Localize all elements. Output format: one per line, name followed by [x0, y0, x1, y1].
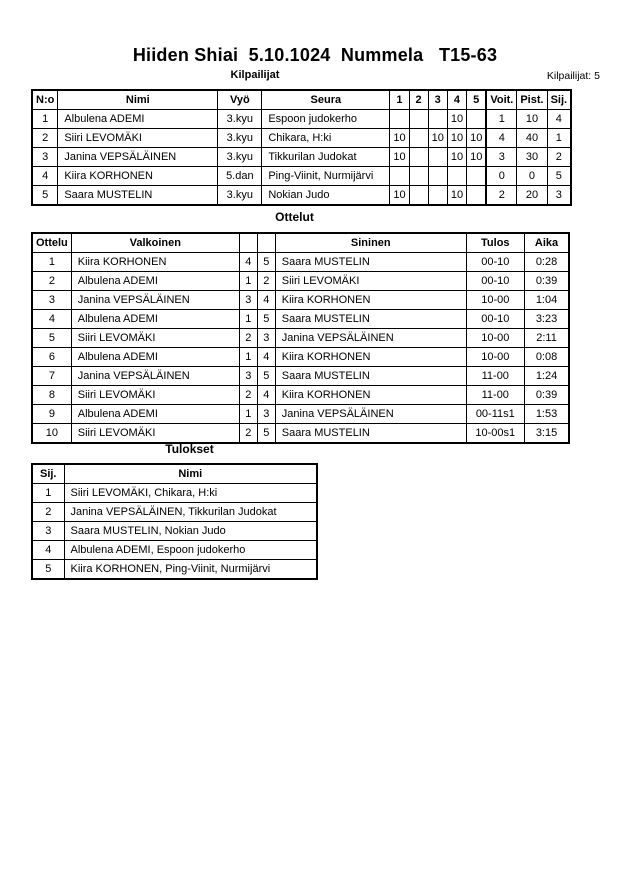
competitor-no: 2 — [32, 129, 58, 148]
match-no: 1 — [32, 253, 71, 272]
blue-name: Siiri LEVOMÄKI — [275, 272, 466, 291]
table-row — [32, 253, 569, 272]
table-row — [32, 272, 569, 291]
result-vs-1: 10 — [390, 129, 409, 148]
result-place: 2 — [32, 503, 64, 522]
white-number: 4 — [239, 253, 257, 272]
competitor-name: Kiira KORHONEN — [58, 167, 218, 186]
white-name: Albulena ADEMI — [71, 310, 239, 329]
blue-name: Kiira KORHONEN — [275, 348, 466, 367]
col-header-r1: 1 — [390, 90, 409, 110]
competitor-club: Chikara, H:ki — [262, 129, 390, 148]
col-header-r2: 2 — [409, 90, 428, 110]
col-header-r3: 3 — [428, 90, 447, 110]
blue-number: 4 — [257, 386, 275, 405]
competitor-wins: 4 — [486, 129, 517, 148]
match-no: 7 — [32, 367, 71, 386]
table-row — [32, 484, 317, 503]
matches-table — [31, 232, 570, 444]
table-row — [32, 522, 317, 541]
competitor-belt: 3.kyu — [218, 110, 262, 129]
result-vs-4: 10 — [447, 110, 466, 129]
result-vs-4: 10 — [447, 148, 466, 167]
competitors-count: Kilpailijat: 5 — [546, 70, 600, 82]
result-name: Albulena ADEMI, Espoon judokerho — [64, 541, 317, 560]
match-no: 4 — [32, 310, 71, 329]
result-vs-1: 10 — [390, 186, 409, 206]
result-vs-2 — [409, 167, 428, 186]
blue-number: 4 — [257, 291, 275, 310]
match-result: 00-10 — [466, 310, 524, 329]
result-name: Kiira KORHONEN, Ping-Viinit, Nurmijärvi — [64, 560, 317, 580]
result-vs-1 — [390, 167, 409, 186]
white-number: 2 — [239, 386, 257, 405]
col-header-white-no — [239, 233, 257, 253]
table-row — [32, 367, 569, 386]
white-name: Siiri LEVOMÄKI — [71, 329, 239, 348]
competitor-name: Janina VEPSÄLÄINEN — [58, 148, 218, 167]
result-vs-3 — [428, 186, 447, 206]
result-vs-5 — [467, 110, 487, 129]
col-header-place: Sij. — [547, 90, 571, 110]
competitor-belt: 3.kyu — [218, 148, 262, 167]
match-no: 2 — [32, 272, 71, 291]
match-no: 9 — [32, 405, 71, 424]
white-name: Albulena ADEMI — [71, 405, 239, 424]
result-vs-1 — [390, 110, 409, 129]
col-header-belt: Vyö — [218, 90, 262, 110]
match-time: 1:04 — [524, 291, 569, 310]
match-no: 5 — [32, 329, 71, 348]
table-row — [32, 148, 571, 167]
competitor-name: Siiri LEVOMÄKI — [58, 129, 218, 148]
match-result: 00-10 — [466, 272, 524, 291]
match-result: 11-00 — [466, 367, 524, 386]
result-name: Siiri LEVOMÄKI, Chikara, H:ki — [64, 484, 317, 503]
blue-number: 5 — [257, 424, 275, 444]
match-time: 1:53 — [524, 405, 569, 424]
table-row — [32, 129, 571, 148]
white-number: 1 — [239, 272, 257, 291]
match-time: 0:08 — [524, 348, 569, 367]
result-vs-3 — [428, 110, 447, 129]
competitor-no: 4 — [32, 167, 58, 186]
white-number: 2 — [239, 424, 257, 444]
blue-number: 4 — [257, 348, 275, 367]
competitor-place: 5 — [547, 167, 571, 186]
blue-number: 5 — [257, 367, 275, 386]
col-header-name: Nimi — [58, 90, 218, 110]
blue-name: Saara MUSTELIN — [275, 310, 466, 329]
results-table — [31, 463, 318, 580]
result-place: 4 — [32, 541, 64, 560]
match-time: 3:15 — [524, 424, 569, 444]
result-vs-3: 10 — [428, 129, 447, 148]
match-no: 10 — [32, 424, 71, 444]
white-number: 3 — [239, 367, 257, 386]
competitors-section-label: Kilpailijat — [230, 69, 280, 81]
col-header-no: N:o — [32, 90, 58, 110]
match-no: 3 — [32, 291, 71, 310]
match-time: 0:39 — [524, 386, 569, 405]
match-result: 10-00 — [466, 348, 524, 367]
competitor-no: 5 — [32, 186, 58, 206]
blue-name: Kiira KORHONEN — [275, 291, 466, 310]
white-name: Albulena ADEMI — [71, 348, 239, 367]
competitor-place: 3 — [547, 186, 571, 206]
match-result: 10-00 — [466, 291, 524, 310]
white-number: 1 — [239, 310, 257, 329]
table-row — [32, 167, 571, 186]
col-header-r5: 5 — [467, 90, 487, 110]
blue-number: 3 — [257, 329, 275, 348]
col-header-r4: 4 — [447, 90, 466, 110]
competitor-name: Albulena ADEMI — [58, 110, 218, 129]
white-number: 1 — [239, 405, 257, 424]
blue-name: Saara MUSTELIN — [275, 367, 466, 386]
competitor-club: Ping-Viinit, Nurmijärvi — [262, 167, 390, 186]
col-header-wins: Voit. — [486, 90, 517, 110]
match-no: 8 — [32, 386, 71, 405]
result-vs-3 — [428, 148, 447, 167]
competitor-place: 4 — [547, 110, 571, 129]
table-row — [32, 386, 569, 405]
blue-number: 2 — [257, 272, 275, 291]
table-row — [32, 503, 317, 522]
col-header-match-no: Ottelu — [32, 233, 71, 253]
col-header-points: Pist. — [517, 90, 547, 110]
white-name: Siiri LEVOMÄKI — [71, 424, 239, 444]
competitor-wins: 0 — [486, 167, 517, 186]
result-vs-2 — [409, 110, 428, 129]
white-name: Siiri LEVOMÄKI — [71, 386, 239, 405]
white-name: Janina VEPSÄLÄINEN — [71, 291, 239, 310]
table-row — [32, 110, 571, 129]
competitor-points: 0 — [517, 167, 547, 186]
blue-number: 3 — [257, 405, 275, 424]
competitor-belt: 5.dan — [218, 167, 262, 186]
page-title: Hiiden Shiai 5.10.1024 Nummela T15-63 — [132, 45, 498, 65]
result-vs-5 — [467, 167, 487, 186]
competitor-wins: 2 — [486, 186, 517, 206]
table-row — [32, 541, 317, 560]
competitor-place: 1 — [547, 129, 571, 148]
table-row — [32, 348, 569, 367]
competitor-points: 20 — [517, 186, 547, 206]
white-name: Albulena ADEMI — [71, 272, 239, 291]
result-vs-2 — [409, 148, 428, 167]
match-result: 00-10 — [466, 253, 524, 272]
competitor-club: Nokian Judo — [262, 186, 390, 206]
result-vs-4: 10 — [447, 186, 466, 206]
table-row — [32, 291, 569, 310]
competitor-belt: 3.kyu — [218, 186, 262, 206]
competitor-points: 30 — [517, 148, 547, 167]
competitor-club: Espoon judokerho — [262, 110, 390, 129]
result-vs-4: 10 — [447, 129, 466, 148]
table-row — [32, 405, 569, 424]
table-header-row — [32, 90, 571, 110]
blue-number: 5 — [257, 310, 275, 329]
competitor-points: 10 — [517, 110, 547, 129]
table-row — [32, 560, 317, 580]
competitor-club: Tikkurilan Judokat — [262, 148, 390, 167]
competitor-no: 1 — [32, 110, 58, 129]
blue-name: Saara MUSTELIN — [275, 253, 466, 272]
result-name: Janina VEPSÄLÄINEN, Tikkurilan Judokat — [64, 503, 317, 522]
matches-section-title: Ottelut — [275, 210, 314, 224]
result-vs-3 — [428, 167, 447, 186]
competitor-wins: 1 — [486, 110, 517, 129]
col-header-time: Aika — [524, 233, 569, 253]
white-number: 3 — [239, 291, 257, 310]
table-row — [32, 329, 569, 348]
white-number: 2 — [239, 329, 257, 348]
results-section-title: Tulokset — [165, 442, 214, 456]
white-number: 1 — [239, 348, 257, 367]
match-result: 10-00 — [466, 329, 524, 348]
white-name: Kiira KORHONEN — [71, 253, 239, 272]
table-header-row — [32, 464, 317, 484]
table-row — [32, 424, 569, 444]
blue-name: Janina VEPSÄLÄINEN — [275, 405, 466, 424]
result-vs-2 — [409, 129, 428, 148]
competitor-wins: 3 — [486, 148, 517, 167]
match-result: 11-00 — [466, 386, 524, 405]
col-header-blue-no — [257, 233, 275, 253]
col-header-name: Nimi — [64, 464, 317, 484]
col-header-result: Tulos — [466, 233, 524, 253]
result-vs-2 — [409, 186, 428, 206]
result-vs-4 — [447, 167, 466, 186]
col-header-blue: Sininen — [275, 233, 466, 253]
match-result: 00-11s1 — [466, 405, 524, 424]
competitor-points: 40 — [517, 129, 547, 148]
col-header-club: Seura — [262, 90, 390, 110]
white-name: Janina VEPSÄLÄINEN — [71, 367, 239, 386]
blue-name: Janina VEPSÄLÄINEN — [275, 329, 466, 348]
match-time: 3:23 — [524, 310, 569, 329]
col-header-place: Sij. — [32, 464, 64, 484]
competitor-belt: 3.kyu — [218, 129, 262, 148]
result-place: 3 — [32, 522, 64, 541]
result-vs-5: 10 — [467, 129, 487, 148]
table-row — [32, 186, 571, 206]
match-no: 6 — [32, 348, 71, 367]
result-name: Saara MUSTELIN, Nokian Judo — [64, 522, 317, 541]
result-place: 5 — [32, 560, 64, 580]
match-time: 0:28 — [524, 253, 569, 272]
blue-number: 5 — [257, 253, 275, 272]
result-vs-5: 10 — [467, 148, 487, 167]
blue-name: Kiira KORHONEN — [275, 386, 466, 405]
table-row — [32, 310, 569, 329]
result-place: 1 — [32, 484, 64, 503]
match-time: 1:24 — [524, 367, 569, 386]
result-vs-1: 10 — [390, 148, 409, 167]
competitor-place: 2 — [547, 148, 571, 167]
result-vs-5 — [467, 186, 487, 206]
match-time: 2:11 — [524, 329, 569, 348]
match-result: 10-00s1 — [466, 424, 524, 444]
table-header-row — [32, 233, 569, 253]
col-header-white: Valkoinen — [71, 233, 239, 253]
blue-name: Saara MUSTELIN — [275, 424, 466, 444]
competitor-name: Saara MUSTELIN — [58, 186, 218, 206]
competitors-table — [31, 89, 572, 206]
competitor-no: 3 — [32, 148, 58, 167]
match-time: 0:39 — [524, 272, 569, 291]
